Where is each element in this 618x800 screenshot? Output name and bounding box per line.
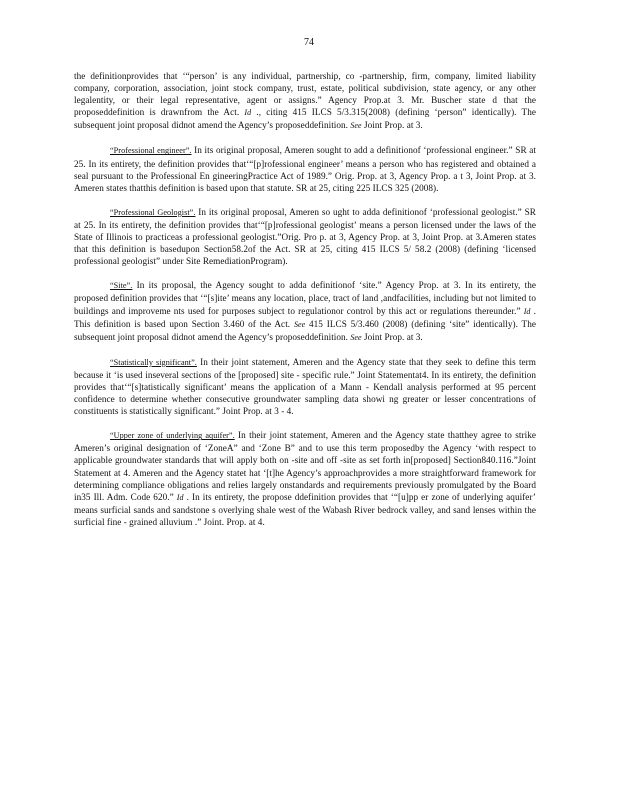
defined-term-heading: “Site”. (110, 281, 133, 291)
paragraph (74, 206, 536, 267)
citation-signal: See (350, 121, 362, 131)
paragraph-text: In its original proposal, Ameren so ught to adda definitionof ‘professional geologist.” SR at 25. In its entirety, the definition provides that‘“[p]rofessional geologist’ means a person licensed under the laws of the State of Illinois to practiceas a professional geologist.”Orig. Pro p. at 3, Agency Prop. at 3, Joint Prop. at 3.Ameren states that this definition is basedupon Section58.2of the Act. SR at 25, citing 415 ILCS 5/ 58.2 (2008) (defining ‘licensed professional geologist” under Site RemediationProgram). (74, 206, 536, 267)
paragraph-text: . This definition is based upon Section 3.460 of the Act. (74, 305, 536, 329)
paragraph (74, 70, 536, 132)
citation-signal: See (293, 319, 306, 329)
paragraph-text: In its proposal, the Agency sought to adda definitionof ‘site.” Agency Prop. at 3. In its entirety, the proposed definition provides that ‘“[s]ite’ means any location, place, tract of land ,andfacilities, including but not limited to buildings and improveme nts used for purposes subject to regulationor control by this act or regulations thereunder.” (74, 280, 536, 316)
defined-term-heading: “Professional engineer”. (110, 146, 192, 156)
paragraph-text: In their joint statement, Ameren and the Agency state that they seek to define this term because it ‘is used inseveral sections of the [proposed] site - specific rule.” Joint Statementat4. In its entirety, the definition provides that‘“[s]tatistically significant’ means the application of a Mann - Kendall analysis performed at 95 percent confidence to determine whether consecutive groundwater sampling data showi ng greater or lesser concentrations of constituents is statistically significant.” Joint Prop. at 3 - 4. (74, 356, 536, 417)
paragraph-text: In its original proposal, Ameren sought to add a definitionof ‘professional engineer.” SR at 25. In its entirety, the definition provides that‘“[p]rofessional engineer’ means a person who has registered and obtained a seal pursuant to the Professional En gineeringPractice Act of 1989.” Orig. Prop. at 3, Agency Prop. a t 3, Joint Prop. at 3. Ameren states thatthis definition is based upon that statute. SR at 25, citing 225 ILCS 325 (2008). (74, 145, 536, 193)
paragraph (74, 429, 536, 528)
paragraph-text: In their joint statement, Ameren and the Agency state thatthey agree to strike Ameren’s original designation of ‘ZoneA” and ‘Zone B” and to use this term proposedby the Agency ‘with respect to applicable groundwater standards that will apply both on -site and off -site as set forth in[proposed] Section840.116.”Joint Statement at 4. Ameren and the Agency statet hat ‘[t]he Agency’s approachprovides a more straightforward framework for determining compliance obligations and relies largely onstandards and requirements previously promulgated by the Board in35 Ill. Adm. Code 620.” (74, 430, 536, 502)
defined-term-heading: “Upper zone of underlying aquifer”. (110, 431, 235, 441)
citation-signal: Id (244, 108, 252, 118)
citation-signal: Id (523, 306, 531, 316)
paragraph (74, 279, 536, 343)
page-number: 74 (304, 37, 314, 48)
paragraph (74, 144, 536, 193)
document-body (74, 70, 536, 540)
citation-signal: Id (176, 492, 184, 502)
defined-term-heading: “Statistically significant”. (110, 357, 197, 367)
paragraph (74, 356, 536, 417)
paragraph-text: 415 ILCS 5/3.460 (2008) (defining ‘site” identically). The subsequent joint proposal didnot amend the Agency’s proposeddefinition. (74, 318, 536, 342)
paragraph-text: Joint Prop. at 3. (361, 331, 423, 342)
paragraph-text: Joint Prop. at 3. (361, 120, 423, 131)
paragraph-text: the definitionprovides that ‘“person’ is any individual, partnership, co -partnership, firm, company, limited liability company, corporation, association, joint stock company, trust, estate, political subdivision, state agency, or any other legalentity, or their legal representative, agent or assigns.” Agency Prop.at 3. Mr. Buscher state d that the proposeddefinition is drawnfrom the Act. (74, 71, 536, 118)
paragraph-text: ., citing 415 ILCS 5/3.315(2008) (defining ‘person” identically). The subsequent joint proposal didnot amend the Agency’s proposeddefinition. (74, 107, 536, 131)
defined-term-heading: “Professional Geologist”. (110, 207, 196, 217)
paragraph-text: . In its entirety, the propose ddefinition provides that ‘“[u]pp er zone of underlying aquifer’ means surficial sands and sandstone s overlying shale west of the Wabash River bedrock valley, and sand lenses within the surficial fine - grained alluvium .” Joint. Prop. at 4. (74, 491, 536, 527)
citation-signal: See (350, 332, 362, 342)
